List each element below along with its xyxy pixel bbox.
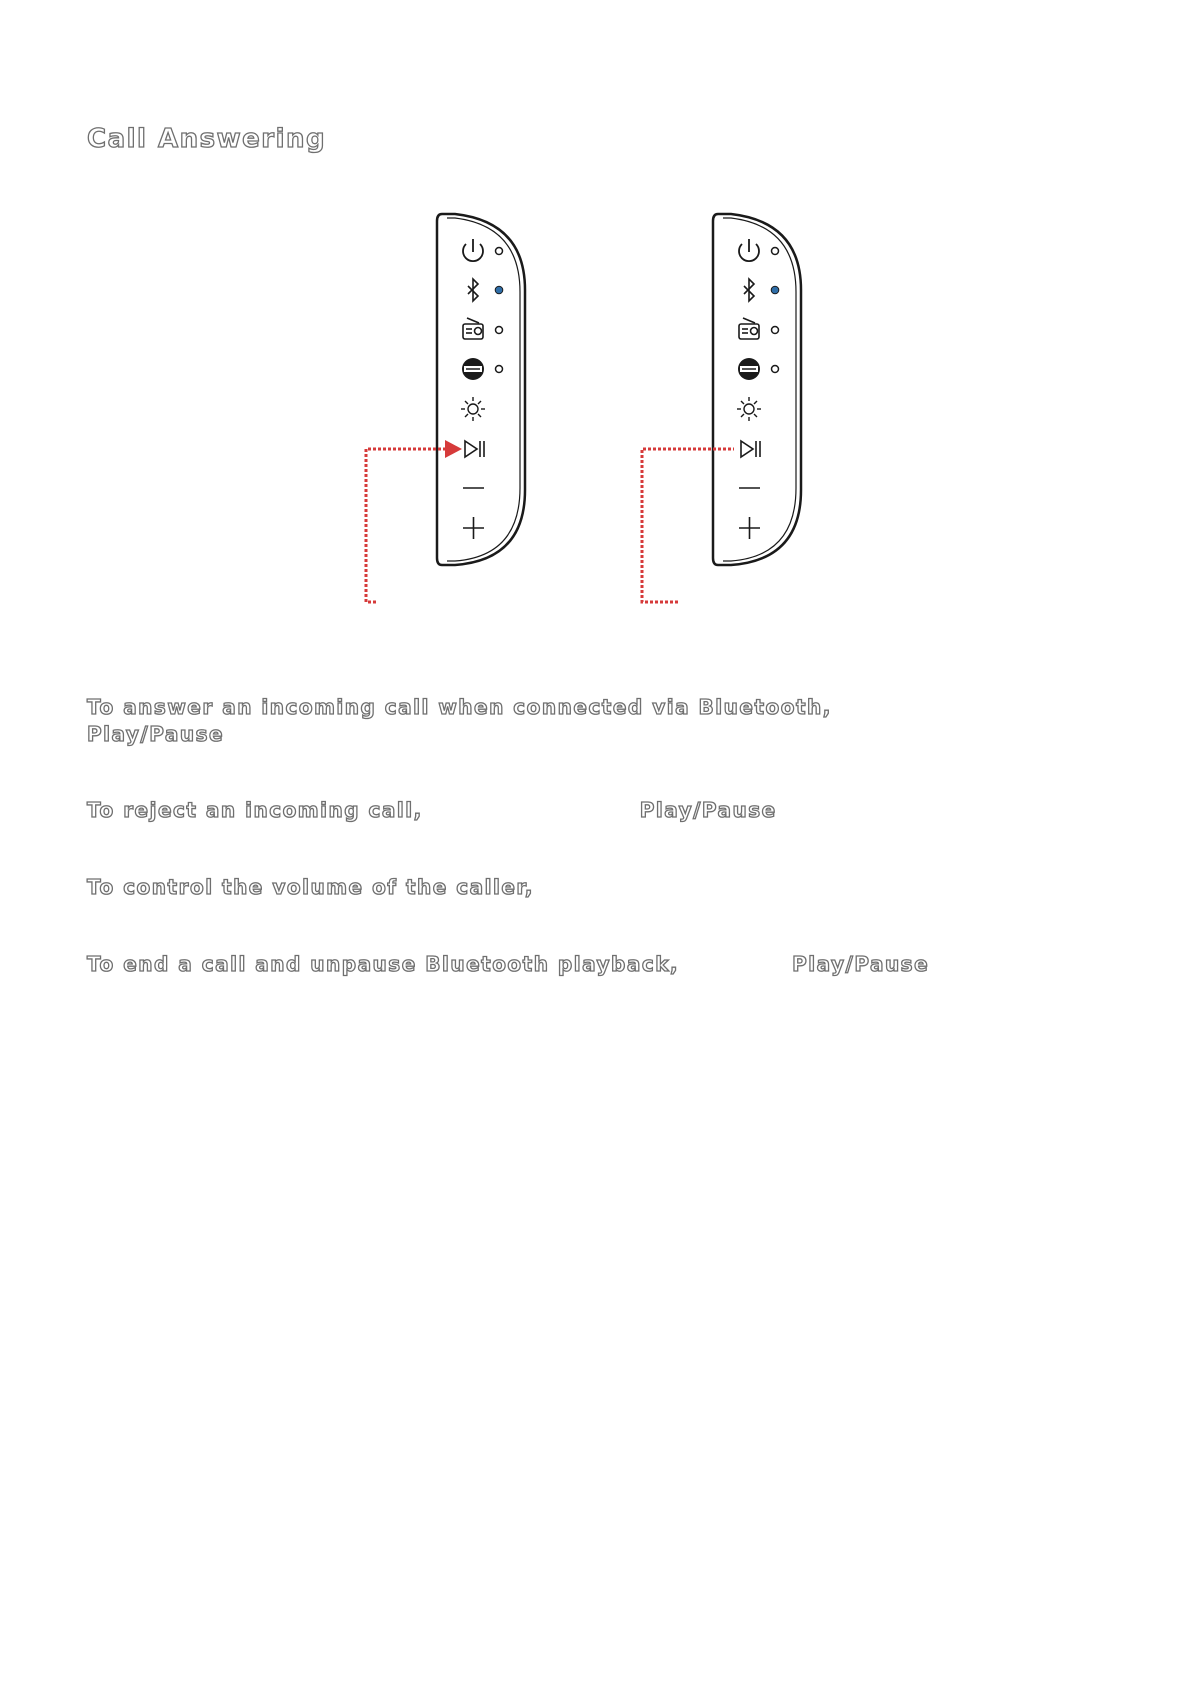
end-call-text (87, 951, 929, 978)
reject-call-text (87, 797, 777, 824)
control-panel-right (642, 214, 801, 602)
page-title: Call Answering (87, 124, 327, 154)
panel-outline (437, 214, 525, 565)
reject-call-line: To reject an incoming call, (87, 798, 423, 822)
bluetooth-led (771, 286, 779, 294)
aux-icon (738, 358, 760, 380)
volume-control-line: To control the volume of the caller, (87, 875, 534, 899)
end-call-button: Play/Pause (792, 952, 930, 976)
pointer-line-left (366, 449, 446, 602)
volume-control-text (87, 874, 534, 901)
answer-call-text (87, 694, 832, 748)
control-panel-left (366, 214, 525, 602)
end-call-line: To end a call and unpause Bluetooth playback, (87, 952, 680, 976)
control-panel-diagram (0, 0, 1190, 700)
answer-call-line1: To answer an incoming call when connected via Bluetooth, (87, 695, 832, 719)
reject-call-button: Play/Pause (639, 798, 777, 822)
panel-outline (713, 214, 801, 565)
answer-call-button: Play/Pause (87, 722, 225, 746)
bluetooth-led (495, 286, 503, 294)
aux-icon (462, 358, 484, 380)
